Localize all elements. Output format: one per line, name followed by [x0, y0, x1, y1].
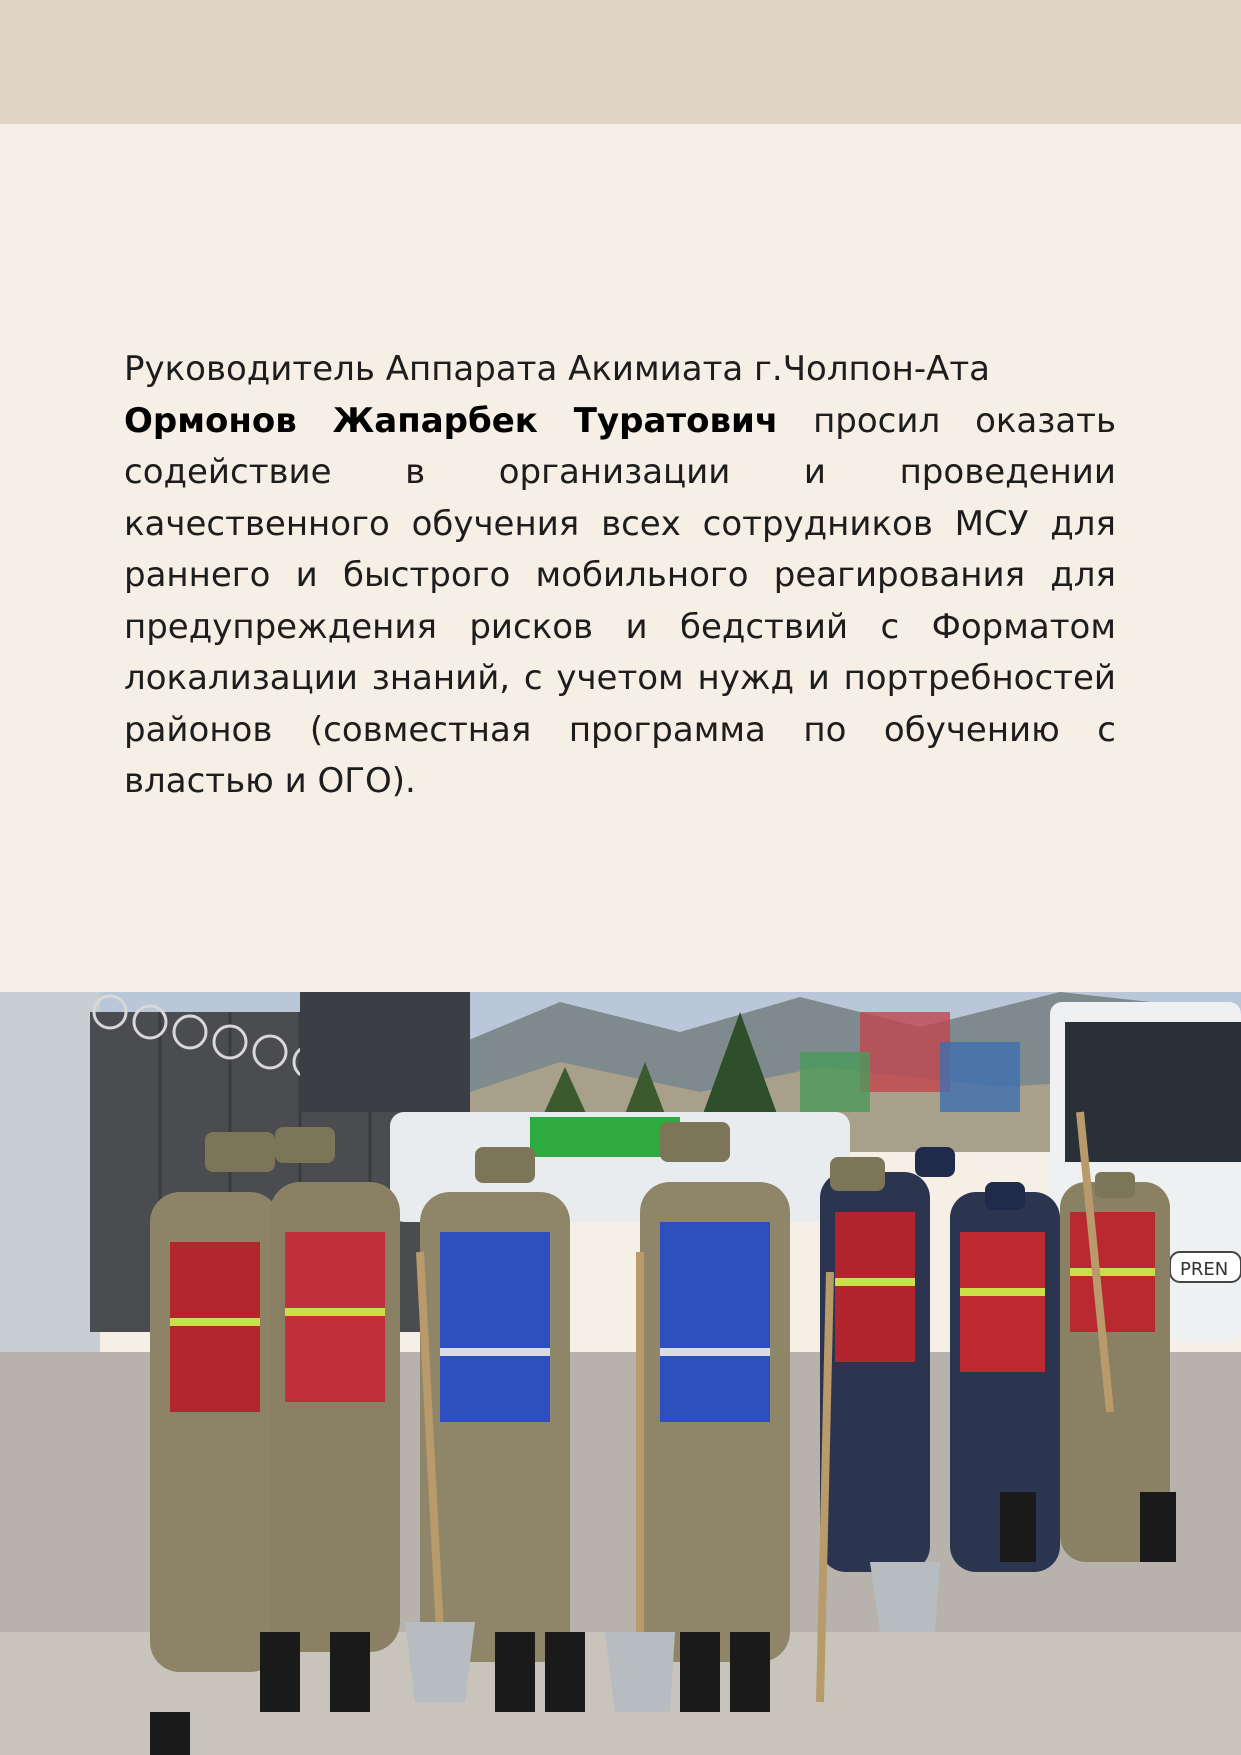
- paragraph-rest: просил оказать содействие в организации и проведении качественного обучения всех сотрудников МСУ для раннего и быстрого мобильного реагирования для предупреждения рисков и бедствий с Форматом локализации знаний, с учетом нужд и портребностей районов (совместная программа по обучению с властью и ОГО).: [124, 400, 1117, 801]
- header-band: [0, 0, 1241, 124]
- paragraph-body: [124, 396, 1116, 808]
- person-name: Ормонов Жапарбек Туратович: [124, 400, 779, 441]
- bus-label: PREN: [1180, 1259, 1229, 1280]
- group-photo: [0, 992, 1241, 1755]
- paragraph-first-line: Руководитель Аппарата Акимиата г.Чолпон-Ата: [124, 349, 990, 389]
- photo-illustration: [0, 992, 1241, 1755]
- body-paragraph: [124, 344, 1116, 808]
